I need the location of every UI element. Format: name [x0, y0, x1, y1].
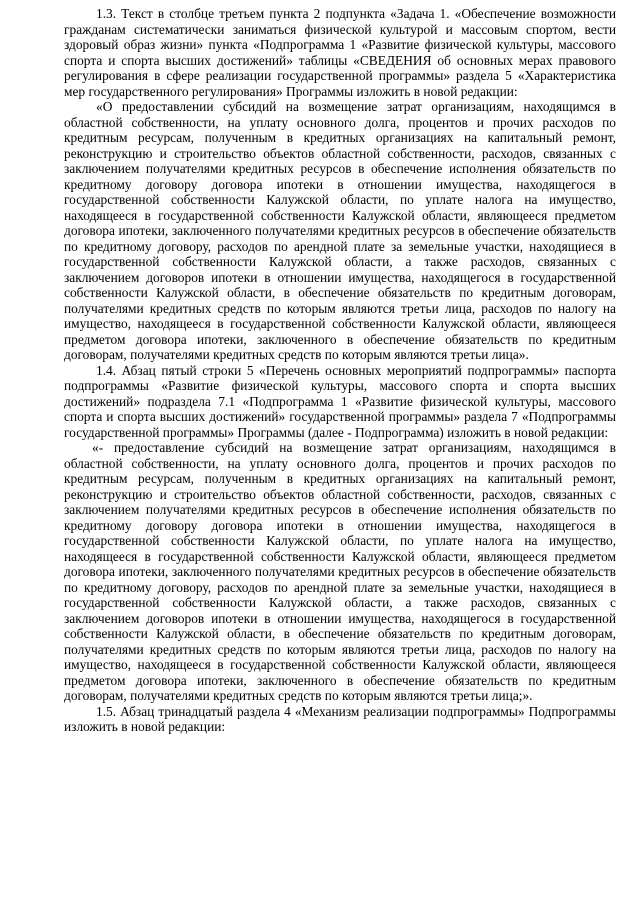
- paragraph-1-3: 1.3. Текст в столбце третьем пункта 2 подпункта «Задача 1. «Обеспечение возможности гражданам систематически заниматься физической культурой и массовым спортом, вести здоровый образ жизни» пункта «Подпрограмма 1 «Развитие физической культуры, массового спорта и спорта высших достижений» таблицы «СВЕДЕНИЯ об основных мерах правового регулирования в сфере реализации государственной программы» раздела 5 «Характеристика мер государственного регулирования» Программы изложить в новой редакции:: [64, 6, 616, 99]
- quoted-text-subsidies: «О предоставлении субсидий на возмещение затрат организациям, находящимся в областной собственности, на уплату основного долга, процентов и прочих расходов по кредитным ресурсам, полученным в кредитных организациях на капитальный ремонт, реконструкцию и строительство объектов областной собственности, расходов, связанных с заключением получателями кредитных ресурсов в обеспечение исполнения обязательств по кредитному договору договора ипотеки в отношении имущества, находящегося в государственной собственности Калужской области, по уплате налога на имущество, находящееся в государственной собственности Калужской области, являющееся предметом договора ипотеки, заключенного получателями кредитных ресурсов в обеспечение обязательств по кредитному договору, расходов по арендной плате за земельные участки, находящиеся в государственной собственности Калужской области, а также расходов, связанных с заключением договоров ипотеки в отношении имущества, находящегося в государственной собственности Калужской области, в обеспечение обязательств по кредитным договорам, получателями кредитных средств по которым являются третьи лица, расходов по налогу на имущество, находящееся в государственной собственности Калужской области, являющееся предметом договора ипотеки, заключенного в обеспечение обязательств по кредитным договорам, получателями кредитных средств по которым являются третьи лица».: [64, 99, 616, 362]
- paragraph-1-4: 1.4. Абзац пятый строки 5 «Перечень основных мероприятий подпрограммы» паспорта подпрограммы «Развитие физической культуры, массового спорта и спорта высших достижений» подраздела 7.1 «Подпрограмма 1 «Развитие физической культуры, массового спорта и спорта высших достижений» государственной программы» раздела 7 «Подпрограммы государственной программы» Программы (далее - Подпрограмма) изложить в новой редакции:: [64, 362, 616, 440]
- quoted-text-subsidies-list-item: «- предоставление субсидий на возмещение затрат организациям, находящимся в областной собственности, на уплату основного долга, процентов и прочих расходов по кредитным ресурсам, полученным в кредитных организациях на капитальный ремонт, реконструкцию и строительство объектов областной собственности, расходов, связанных с заключением получателями кредитных ресурсов в обеспечение исполнения обязательств по кредитному договору договора ипотеки в отношении имущества, находящегося в государственной собственности Калужской области, по уплате налога на имущество, находящееся в государственной собственности Калужской области, являющееся предметом договора ипотеки, заключенного получателями кредитных ресурсов в обеспечение обязательств по кредитному договору, расходов по арендной плате за земельные участки, находящиеся в государственной собственности Калужской области, а также расходов, связанных с заключением договоров ипотеки в отношении имущества, находящегося в государственной собственности Калужской области, в обеспечение обязательств по кредитным договорам, получателями кредитных средств по которым являются третьи лица, расходов по налогу на имущество, находящееся в государственной собственности Калужской области, являющееся предметом договора ипотеки, заключенного в обеспечение обязательств по кредитным договорам, получателями кредитных средств по которым являются третьи лица;».: [64, 440, 616, 703]
- paragraph-1-5: 1.5. Абзац тринадцатый раздела 4 «Механизм реализации подпрограммы» Подпрограммы изложить в новой редакции:: [64, 703, 616, 734]
